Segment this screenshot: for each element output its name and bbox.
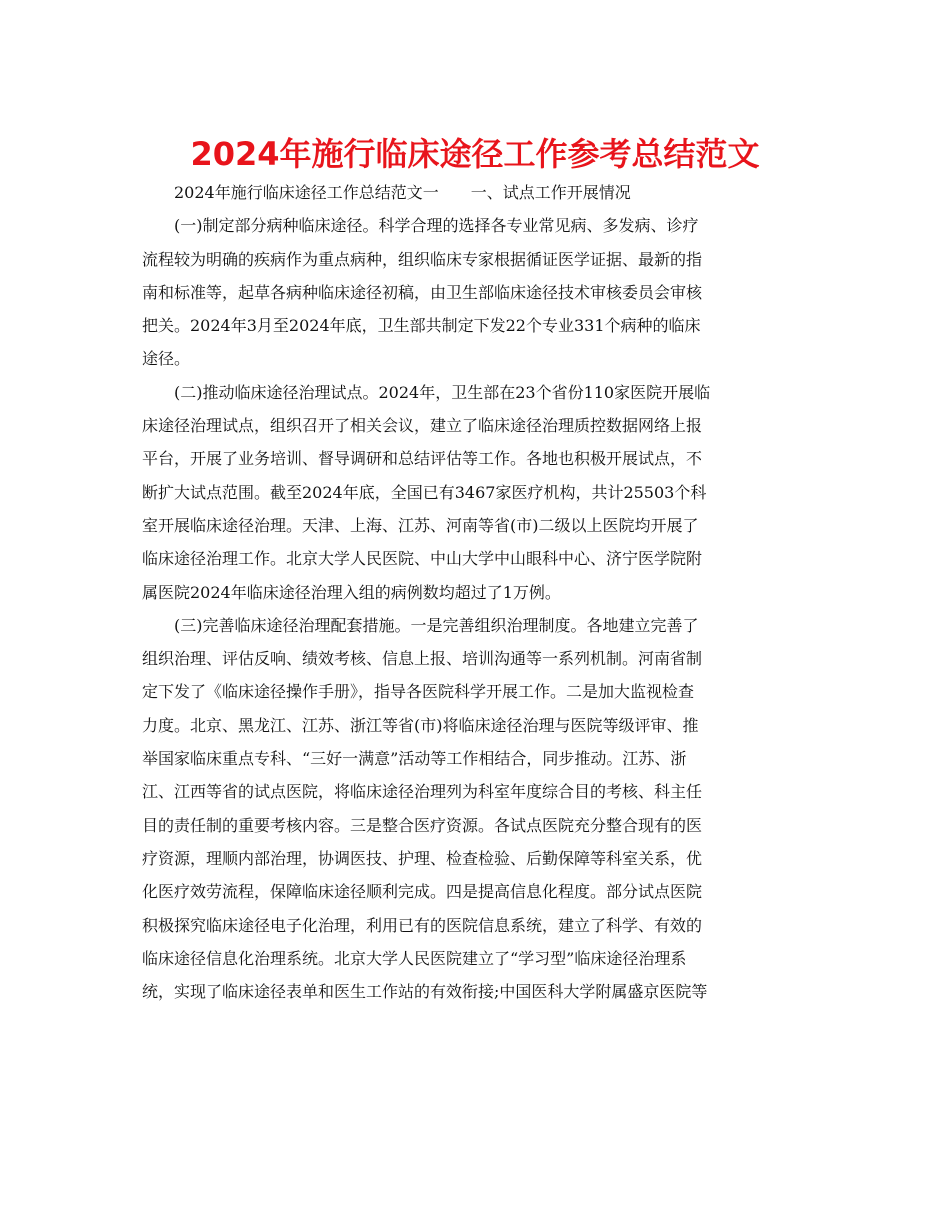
text-line: 南和标准等，起草各病种临床途径初稿，由卫生部临床途径技术审核委员会审核 xyxy=(142,282,703,302)
text-line: 举国家临床重点专科、“三好一满意”活动等工作相结合，同步推动。江苏、浙 xyxy=(142,749,687,769)
paragraph-2 xyxy=(142,376,810,609)
text-line: 流程较为明确的疾病作为重点病种，组织临床专家根据循证医学证据、最新的指 xyxy=(142,249,703,269)
text-line: 途径。 xyxy=(142,349,191,369)
text-line: 临床途径治理工作。北京大学人民医院、中山大学中山眼科中心、济宁医学院附 xyxy=(142,549,703,569)
paragraph-3 xyxy=(142,609,810,1009)
text-line: 统，实现了临床途径表单和医生工作站的有效衔接;中国医科大学附属盛京医院等 xyxy=(142,982,708,1002)
text-line: 室开展临床途径治理。天津、上海、江苏、河南等省(市)二级以上医院均开展了 xyxy=(142,515,699,535)
text-line: 力度。北京、黑龙江、江苏、浙江等省(市)将临床途径治理与医院等级评审、推 xyxy=(142,715,699,735)
text-line: 把关。2024年3月至2024年底，卫生部共制定下发22个专业331个病种的临床 xyxy=(142,316,701,336)
document-subtitle: 2024年施行临床途径工作总结范文一 一、试点工作开展情况 xyxy=(174,183,631,202)
document-body xyxy=(142,176,810,1008)
text-line: 积极探究临床途径电子化治理，利用已有的医院信息系统，建立了科学、有效的 xyxy=(142,915,703,935)
text-line: 平台，开展了业务培训、督导调研和总结评估等工作。各地也积极开展试点，不 xyxy=(142,449,703,469)
paragraph-1 xyxy=(142,209,810,375)
text-line: 临床途径信息化治理系统。北京大学人民医院建立了“学习型”临床途径治理系 xyxy=(142,948,687,968)
text-line: 定下发了《临床途径操作手册》，指导各医院科学开展工作。二是加大监视检查 xyxy=(142,682,695,702)
text-line: 江、江西等省的试点医院，将临床途径治理列为科室年度综合目的考核、科主任 xyxy=(142,782,703,802)
text-line: 疗资源，理顺内部治理，协调医技、护理、检查检验、后勤保障等科室关系，优 xyxy=(142,848,703,868)
document-title: 2024年施行临床途径工作参考总结范文 xyxy=(190,135,760,173)
text-line: 床途径治理试点，组织召开了相关会议，建立了临床途径治理质控数据网络上报 xyxy=(142,416,703,436)
text-line: 化医疗效劳流程，保障临床途径顺利完成。四是提高信息化程度。部分试点医院 xyxy=(142,882,703,902)
text-line: (二)推动临床途径治理试点。2024年，卫生部在23个省份110家医院开展临 xyxy=(174,382,711,402)
text-line: 属医院2024年临床途径治理入组的病例数均超过了1万例。 xyxy=(142,582,561,602)
text-line: (三)完善临床途径治理配套措施。一是完善组织治理制度。各地建立完善了 xyxy=(174,615,699,635)
text-line: 断扩大试点范围。截至2024年底，全国已有3467家医疗机构，共计25503个科 xyxy=(142,482,707,502)
text-line: 组织治理、评估反响、绩效考核、信息上报、培训沟通等一系列机制。河南省制 xyxy=(142,649,703,669)
text-line: (一)制定部分病种临床途径。科学合理的选择各专业常见病、多发病、诊疗 xyxy=(174,216,699,236)
text-line: 目的责任制的重要考核内容。三是整合医疗资源。各试点医院充分整合现有的医 xyxy=(142,815,703,835)
